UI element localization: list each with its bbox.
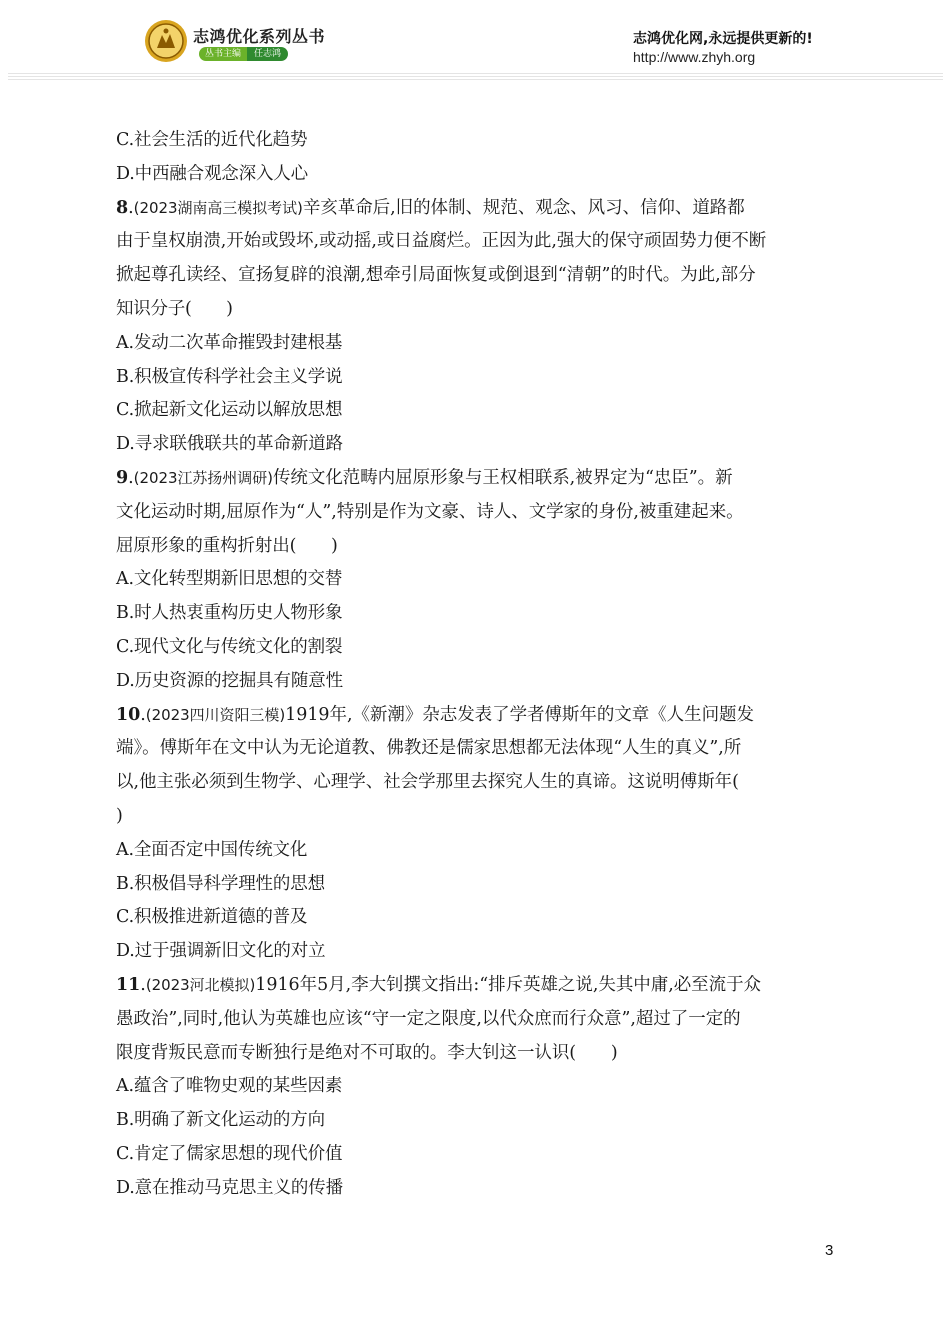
editor-label: 丛书主编 — [199, 47, 247, 61]
option-line: A.蕴含了唯物史观的某些因素 — [116, 1076, 343, 1097]
question-stem-line: 愚政治”,同时,他认为英雄也应该“守一定之限度,以代众庶而行众意”,超过了一定的 — [116, 1008, 741, 1029]
question-number: 10 — [116, 704, 141, 725]
editor-badge — [199, 47, 288, 61]
question-number: 11 — [116, 974, 141, 995]
option-line: D.中西融合观念深入人心 — [116, 163, 308, 184]
option-line: A.全面否定中国传统文化 — [116, 839, 308, 860]
question-stem-line: 以,他主张必须到生物学、心理学、社会学那里去探究人生的真谛。这说明傅斯年( — [116, 772, 739, 793]
question-stem-line: 知识分子( ) — [116, 298, 233, 319]
series-title: 志鸿优化系列丛书 — [193, 27, 326, 46]
question-stem-line: 11.(2023河北模拟)1916年5月,李大钊撰文指出:“排斥英雄之说,失其中庸,必至流于众 — [116, 974, 762, 995]
option-line: B.时人热衷重构历史人物形象 — [116, 603, 343, 624]
publisher-logo-icon — [144, 19, 188, 63]
option-line: D.历史资源的挖掘具有随意性 — [116, 670, 343, 691]
question-stem-line: 文化运动时期,屈原作为“人”,特别是作为文豪、诗人、文学家的身份,被重建起来。 — [116, 501, 744, 522]
question-source: (2023江苏扬州调研) — [133, 468, 273, 487]
page-header — [0, 0, 950, 82]
question-stem-line: 9.(2023江苏扬州调研)传统文化范畴内屈原形象与王权相联系,被界定为“忠臣”。新 — [116, 467, 733, 488]
option-line: D.意在推动马克思主义的传播 — [116, 1177, 343, 1198]
question-stem-line: 8.(2023湖南高三模拟考试)辛亥革命后,旧的体制、规范、观念、风习、信仰、道路都 — [116, 197, 745, 218]
option-line: C.社会生活的近代化趋势 — [116, 130, 308, 150]
option-line: C.积极推进新道德的普及 — [116, 907, 308, 928]
question-stem-line: 10.(2023四川资阳三模)1919年,《新潮》杂志发表了学者傅斯年的文章《人生问题发 — [116, 704, 754, 725]
question-source: (2023湖南高三模拟考试) — [133, 198, 303, 217]
option-line: B.积极倡导科学理性的思想 — [116, 873, 325, 894]
question-stem-line: 端》。傅斯年在文中认为无论道教、佛教还是儒家思想都无法体现“人生的真义”,所 — [116, 738, 742, 759]
option-line: A.发动二次革命摧毁封建根基 — [116, 332, 343, 353]
question-content — [116, 124, 836, 1206]
editor-name: 任志鸿 — [247, 47, 288, 61]
question-stem-line: ) — [116, 805, 121, 826]
option-line: C.掀起新文化运动以解放思想 — [116, 400, 343, 421]
option-line: C.现代文化与传统文化的割裂 — [116, 636, 343, 657]
option-line: D.寻求联俄联共的革命新道路 — [116, 434, 343, 455]
question-number: 9 — [116, 467, 129, 488]
question-number: 8 — [116, 197, 129, 218]
option-line: C.肯定了儒家思想的现代价值 — [116, 1143, 343, 1164]
question-stem-line: 屈原形象的重构折射出( ) — [116, 535, 338, 556]
option-line: B.明确了新文化运动的方向 — [116, 1110, 325, 1131]
site-slogan: 志鸿优化网,永远提供更新的! — [633, 31, 813, 47]
question-source: (2023河北模拟) — [145, 975, 256, 994]
question-stem-line: 限度背叛民意而专断独行是绝对不可取的。李大钊这一认识( ) — [116, 1042, 618, 1063]
page-number: 3 — [825, 1242, 834, 1259]
option-line: B.积极宣传科学社会主义学说 — [116, 366, 343, 387]
question-stem-line: 掀起尊孔读经、宣扬复辟的浪潮,想牵引局面恢复或倒退到“清朝”的时代。为此,部分 — [116, 265, 756, 286]
question-source: (2023四川资阳三模) — [145, 705, 286, 724]
site-url-link[interactable]: http://www.zhyh.org — [633, 49, 756, 65]
option-line: A.文化转型期新旧思想的交替 — [116, 569, 343, 590]
question-stem-line: 由于皇权崩溃,开始或毁坏,或动摇,或日益腐烂。正因为此,强大的保守顽固势力便不断 — [116, 231, 767, 252]
header-divider — [8, 73, 943, 82]
option-line: D.过于强调新旧文化的对立 — [116, 941, 326, 962]
